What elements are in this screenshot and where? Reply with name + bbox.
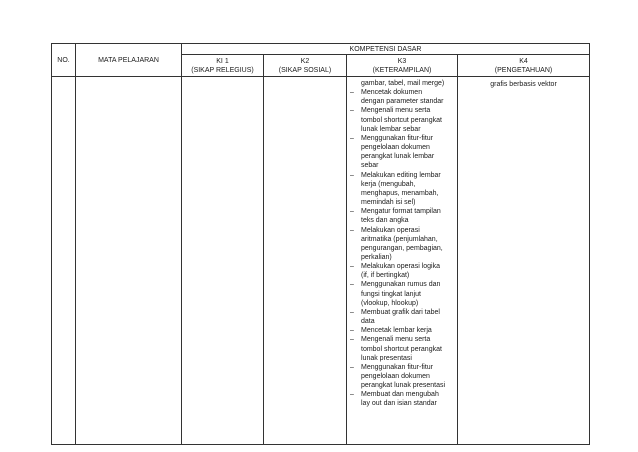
k3-line-text: tombol shortcut perangkat <box>361 116 442 124</box>
k3-line-text: Mencetak lembar kerja <box>361 327 432 335</box>
k3-list-line <box>347 244 457 253</box>
dash-bullet-icon: – <box>350 107 354 115</box>
k3-list-line <box>347 143 457 152</box>
k3-list-line <box>347 152 457 161</box>
k3-list-line <box>347 116 457 125</box>
header-subject: MATA PELAJARAN <box>76 44 182 77</box>
k3-line-text: data <box>361 318 375 326</box>
k3-list-line <box>347 345 457 354</box>
k3-line-text: lunak presentasi <box>361 354 412 362</box>
k3-list-line <box>347 226 457 235</box>
dash-bullet-icon: – <box>350 391 354 399</box>
k3-list-line <box>347 180 457 189</box>
k3-line-text: perkalian) <box>361 253 392 261</box>
k3-list-line <box>347 290 457 299</box>
k3-line-text: fungsi tingkat lanjut <box>361 290 421 298</box>
k3-list-line <box>347 235 457 244</box>
header-k1 <box>182 55 264 77</box>
header-k3 <box>347 55 458 77</box>
k3-list-line <box>347 390 457 399</box>
k3-list-line <box>347 308 457 317</box>
k3-list-line <box>347 299 457 308</box>
k3-line-text: perangkat lunak lembar <box>361 153 435 161</box>
k3-line-text: Melakukan editing lembar <box>361 171 441 179</box>
k3-list-line <box>347 372 457 381</box>
k3-line-text: kerja (mengubah, <box>361 180 416 188</box>
k3-list-line <box>347 280 457 289</box>
k3-line-text: Menggunakan fitur-fitur <box>361 134 433 142</box>
k3-list-line <box>347 326 457 335</box>
k3-line-text: Membuat grafik dari tabel <box>361 308 440 316</box>
k3-line-text: (vlookup, hlookup) <box>361 299 419 307</box>
k3-line-text: memindah isi sel) <box>361 199 416 207</box>
k3-list-line <box>347 171 457 180</box>
header-competency-group: KOMPETENSI DASAR <box>182 44 590 55</box>
header-k4-sub: (PENGETAHUAN) <box>494 66 553 74</box>
k3-line-text: lay out dan isian standar <box>361 400 437 408</box>
k3-list-line <box>347 363 457 372</box>
k3-line-text: gambar, tabel, mail merge) <box>361 80 445 87</box>
k3-line-text: Melakukan operasi <box>361 226 420 234</box>
k3-line-text: teks dan angka <box>361 217 409 225</box>
k3-list-line <box>347 317 457 326</box>
header-k3-label: K3 <box>397 57 407 65</box>
cell-no <box>52 77 76 445</box>
k3-list-line <box>347 198 457 207</box>
header-k4-label: K4 <box>519 57 528 65</box>
k3-list-line <box>347 88 457 97</box>
dash-bullet-icon: – <box>350 363 354 371</box>
k3-line-text: menghapus, menambah, <box>361 189 439 197</box>
header-k2-sub: (SIKAP SOSIAL) <box>278 66 332 74</box>
cell-subject <box>76 77 182 445</box>
cell-k3 <box>347 77 458 445</box>
k3-list-line <box>347 79 457 88</box>
header-k4 <box>458 55 590 77</box>
k3-list-line <box>347 399 457 408</box>
k3-list-line <box>347 106 457 115</box>
dash-bullet-icon: – <box>350 208 354 216</box>
k3-line-text: pengelolaan dokumen <box>361 373 430 380</box>
k3-line-text: Mengenali menu serta <box>361 107 431 115</box>
k3-line-text: lunak lembar sebar <box>361 125 421 133</box>
k3-line-text: Menggunakan rumus dan <box>361 281 441 289</box>
header-k2-label: K2 <box>300 57 310 65</box>
k3-list-line <box>347 262 457 271</box>
dash-bullet-icon: – <box>350 263 354 271</box>
header-k2 <box>264 55 347 77</box>
k3-list-line <box>347 207 457 216</box>
cell-k2 <box>264 77 347 445</box>
k3-list-line <box>347 381 457 390</box>
k3-line-text: tombol shortcut perangkat <box>361 345 442 353</box>
k3-list-line <box>347 335 457 344</box>
dash-bullet-icon: – <box>350 226 354 234</box>
header-no: NO. <box>52 44 76 77</box>
k3-list-line <box>347 354 457 363</box>
k3-line-text: Mengenali menu serta <box>361 336 431 344</box>
k3-item-list <box>347 77 457 409</box>
dash-bullet-icon: – <box>350 89 354 97</box>
competency-table <box>51 43 590 445</box>
header-k3-sub: (KETERAMPILAN) <box>372 66 432 74</box>
k3-line-text: (if, if bertingkat) <box>361 272 410 280</box>
header-k1-sub: (SIKAP RELEGIUS) <box>191 66 254 74</box>
k3-list-line <box>347 271 457 280</box>
dash-bullet-icon: – <box>350 336 354 344</box>
k3-list-line <box>347 253 457 262</box>
k3-line-text: pengelolaan dokumen <box>361 144 430 152</box>
k3-line-text: dengan parameter standar <box>361 98 444 106</box>
dash-bullet-icon: – <box>350 281 354 289</box>
k3-list-line <box>347 125 457 134</box>
dash-bullet-icon: – <box>350 308 354 316</box>
k3-list-line <box>347 134 457 143</box>
k3-line-text: Melakukan operasi logika <box>361 263 440 271</box>
k3-line-text: Mencetak dokumen <box>361 89 423 97</box>
k3-line-text: pengurangan, pembagian, <box>361 244 443 252</box>
dash-bullet-icon: – <box>350 134 354 142</box>
k3-list-line <box>347 216 457 225</box>
k3-list-line <box>347 97 457 106</box>
k3-line-text: sebar <box>361 162 379 170</box>
dash-bullet-icon: – <box>350 327 354 335</box>
k3-line-text: Mengatur format tampilan <box>361 208 441 216</box>
dash-bullet-icon: – <box>350 171 354 179</box>
k3-line-text: Membuat dan mengubah <box>361 391 439 399</box>
k3-line-text: Menggunakan fitur-fitur <box>361 363 433 371</box>
k3-line-text: aritmatika (penjumlahan, <box>361 235 438 243</box>
k3-line-text: perangkat lunak presentasi <box>361 382 446 390</box>
cell-k1 <box>182 77 264 445</box>
header-k1-label: KI 1 <box>216 57 229 65</box>
k3-list-line <box>347 189 457 198</box>
cell-k4: grafis berbasis vektor <box>458 77 590 445</box>
k3-list-line <box>347 161 457 170</box>
